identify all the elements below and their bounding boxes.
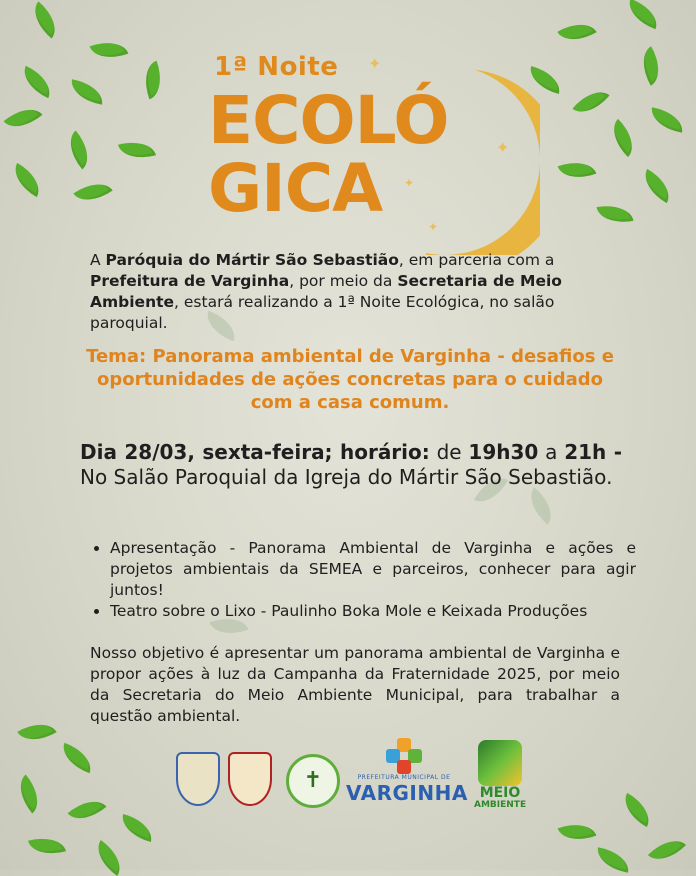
intro-text: , em parceria com a: [398, 251, 555, 269]
intro-text: , por meio da: [289, 272, 398, 290]
leaf-icon: [637, 169, 676, 203]
sponsor-logos: [0, 738, 696, 828]
leaf-icon: [73, 174, 112, 210]
sparkle-icon: ✦: [404, 176, 415, 190]
leaf-icon: [26, 1, 65, 38]
schedule-text: No Salão Paroquial da Igreja do Mártir São Sebastião.: [80, 465, 613, 489]
sparkle-icon: ✦: [368, 54, 382, 73]
title-small: 1ª Noite: [214, 52, 339, 82]
schedule-text: de: [429, 440, 469, 464]
title-big-line-1: ECOLÓ: [208, 82, 449, 159]
leaf-icon: [604, 119, 642, 157]
meio-ambiente-logo: [474, 740, 526, 810]
leaf-icon: [28, 832, 66, 860]
ambiente-label: AMBIENTE: [474, 800, 527, 810]
leaf-icon: [558, 155, 597, 185]
leaf-icon: [60, 131, 97, 170]
leaf-icon: [649, 107, 686, 133]
meio-label: MEIO: [479, 785, 521, 801]
program-list: [92, 538, 636, 622]
leaf-icon: [634, 46, 668, 85]
varginha-mark-icon: [386, 738, 422, 774]
leaf-icon: [522, 487, 561, 524]
leaf-icon: [557, 15, 596, 49]
list-item: • Teatro sobre o Lixo - Paulinho Boka Mole e Keixada Produções: [110, 601, 636, 622]
objective-paragraph: Nosso objetivo é apresentar um panorama ambiental de Varginha e propor ações à luz da Campanha da Fraternidade 2025, por meio da Secretaria do Meio Ambiente Municipal, para trabalhar a questão ambiental.: [90, 644, 620, 725]
title-big-line-2: GICA: [208, 150, 383, 227]
leaf-icon: [89, 840, 128, 876]
schedule-bold: 21h -: [564, 440, 622, 464]
sparkle-icon: ✦: [496, 138, 510, 157]
parish-crest-logo: [228, 752, 272, 806]
meio-ambiente-mark-icon: [478, 740, 522, 786]
schedule-text: a: [538, 440, 565, 464]
diocese-crest-logo: [176, 752, 220, 806]
cross-leaf-logo: ✝: [286, 754, 340, 808]
event-theme: Tema: Panorama ambiental de Varginha - desafios e oportunidades de ações concretas para o cuidado com a casa comum.: [86, 346, 614, 413]
leaf-icon: [138, 61, 168, 100]
intro-bold: Prefeitura de Varginha: [90, 272, 290, 290]
leaf-icon: [17, 66, 56, 98]
event-schedule: [80, 440, 622, 490]
intro-text: A: [90, 251, 106, 269]
leaf-icon: [595, 847, 632, 873]
leaf-icon: [526, 66, 564, 94]
prefeitura-varginha-logo: [346, 738, 468, 805]
schedule-bold: 19h30: [468, 440, 539, 464]
event-title: [200, 40, 510, 240]
varginha-name: VARGINHA: [346, 781, 468, 805]
intro-paragraph: [90, 250, 612, 334]
intro-text: , estará realizando a 1ª Noite Ecológica, no salão paroquial.: [90, 293, 555, 332]
leaf-icon: [118, 136, 156, 164]
leaf-icon: [90, 35, 129, 65]
leaf-icon: [69, 79, 106, 105]
prefeitura-label: PREFEITURA MUNICIPAL DE: [357, 774, 451, 781]
schedule-bold: Dia 28/03, sexta-feira; horário:: [80, 440, 430, 464]
leaf-icon: [648, 831, 686, 869]
intro-bold: Paróquia do Mártir São Sebastião: [105, 251, 399, 269]
leaf-icon: [7, 163, 46, 197]
leaf-icon: [572, 83, 609, 122]
leaf-icon: [597, 201, 634, 227]
leaf-icon: [624, 0, 663, 29]
leaf-icon: [4, 99, 43, 136]
list-item: • Apresentação - Panorama Ambiental de Varginha e ações e projetos ambientais da SEMEA e parceiros, conhecer para agir juntos!: [110, 538, 636, 601]
intro-bold: Secretaria de Meio Ambiente: [90, 272, 562, 311]
sparkle-icon: ✦: [428, 220, 439, 234]
